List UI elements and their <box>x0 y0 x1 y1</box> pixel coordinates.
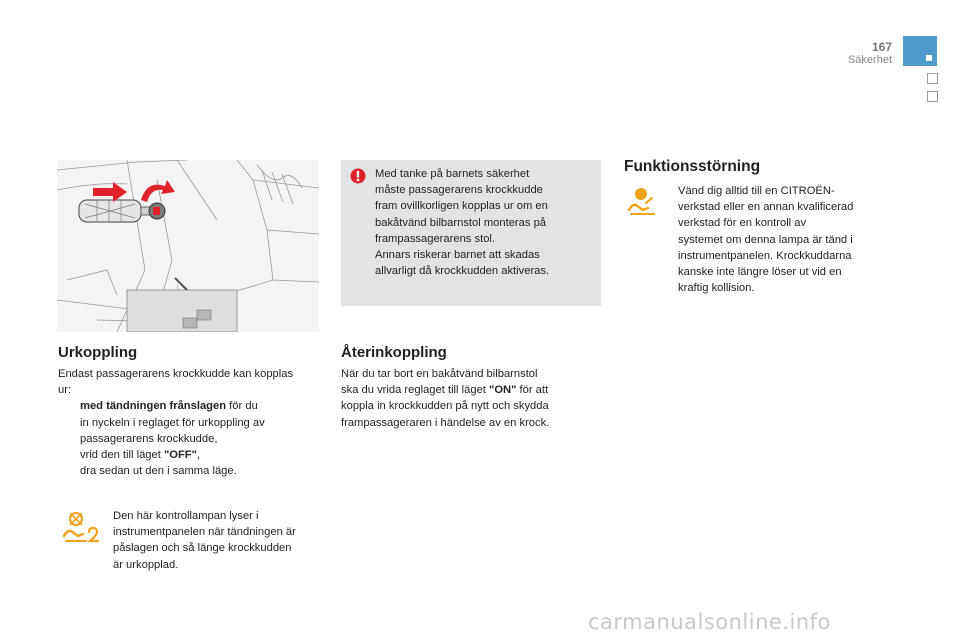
bullet-marker <box>58 463 80 479</box>
watermark: carmanualsonline.info <box>588 610 831 634</box>
section-heading-funktionsstorning: Funktionsstörning <box>624 158 761 175</box>
airbag-switch-illustration <box>57 160 319 332</box>
exclamation-warning-icon <box>349 168 367 184</box>
section-tab[interactable] <box>927 91 938 102</box>
list-item: dra sedan ut den i samma läge. <box>58 463 328 479</box>
bullet-marker <box>58 398 80 414</box>
list-item: med tändningen frånslagen för du <box>58 398 328 414</box>
page-number: 167 <box>871 40 892 54</box>
list-item: vrid den till läget "OFF", <box>58 447 328 463</box>
funktionsstorning-text: Vänd dig alltid till en CITROËN- verkstad eller en annan kvalificerad verkstad för en kontroll av systemet om denna lampa är tänd i instrumentpanelen. Krockkuddarna kanske inte längre löser ut vid en kraftig kollision. <box>678 185 854 295</box>
section-heading-urkoppling: Urkoppling <box>58 344 138 361</box>
indicator-text: Den här kontrollampan lyser i instrumentpanelen när tändningen är påslagen och så länge krockkudden är urkopplad. <box>113 510 296 571</box>
aterinkoppling-text: När du tar bort en bakåtvänd bilbarnstol ska du vrida reglaget till läget "ON" för att koppla in krockkudden på nytt och skydda frampassageraren i händelse av en krock. <box>341 368 550 429</box>
warning-text: Med tanke på barnets säkerhet måste passagerarens krockkudde fram ovillkorligen kopplas ur om en bakåtvänd bilbarnstol monteras på frampassagerarens stol. Annars riskerar barnet att skadas allvarligt då krockkudden aktiveras. <box>375 168 550 278</box>
section-tab-active[interactable] <box>903 36 937 66</box>
airbag-fault-indicator-icon <box>626 186 662 216</box>
tab-marker <box>926 55 932 61</box>
section-title: Säkerhet <box>847 54 892 66</box>
airbag-off-indicator-icon <box>62 510 102 544</box>
section-tab[interactable] <box>927 73 938 84</box>
section-heading-aterinkoppling: Återinkoppling <box>341 344 447 361</box>
bullet-marker <box>58 447 80 463</box>
urkoppling-text: Endast passagerarens krockkudde kan kopplas ur: med tändningen frånslagen för du in nyckeln i reglaget för urkoppling av passagerarens krockkudde, vrid den till läget "OFF", dra sedan ut den i samma läge. <box>58 366 328 479</box>
